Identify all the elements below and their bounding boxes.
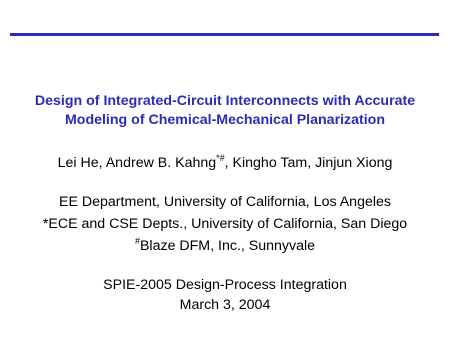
authors-before: Lei He, Andrew B. Kahng — [57, 155, 217, 171]
conference-date: March 3, 2004 — [179, 297, 271, 313]
slide-title-line-1: Design of Integrated-Circuit Interconnects with Accurate — [34, 93, 416, 109]
conference-name: SPIE-2005 Design-Process Integration — [103, 277, 347, 293]
affiliation-blaze-text: Blaze DFM, Inc., Sunnyvale — [139, 238, 316, 254]
authors-after: , Kingho Tam, Jinjun Xiong — [224, 155, 393, 171]
slide-title — [0, 92, 450, 130]
author-list — [0, 154, 450, 172]
slide-title-line-2: Modeling of Chemical-Mechanical Planarization — [64, 112, 386, 128]
affiliation-ucsd: *ECE and CSE Depts., University of California, San Diego — [42, 216, 408, 232]
affiliation-blaze — [0, 235, 450, 257]
title-divider-rule — [10, 33, 439, 36]
conference-info — [0, 275, 450, 315]
affiliation-ucla: EE Department, University of California, Los Angeles — [59, 194, 391, 210]
affiliation-mark: # — [134, 236, 140, 246]
author-line — [0, 154, 450, 172]
author-affiliation-mark: *# — [216, 153, 225, 163]
affiliation-list — [0, 191, 450, 257]
